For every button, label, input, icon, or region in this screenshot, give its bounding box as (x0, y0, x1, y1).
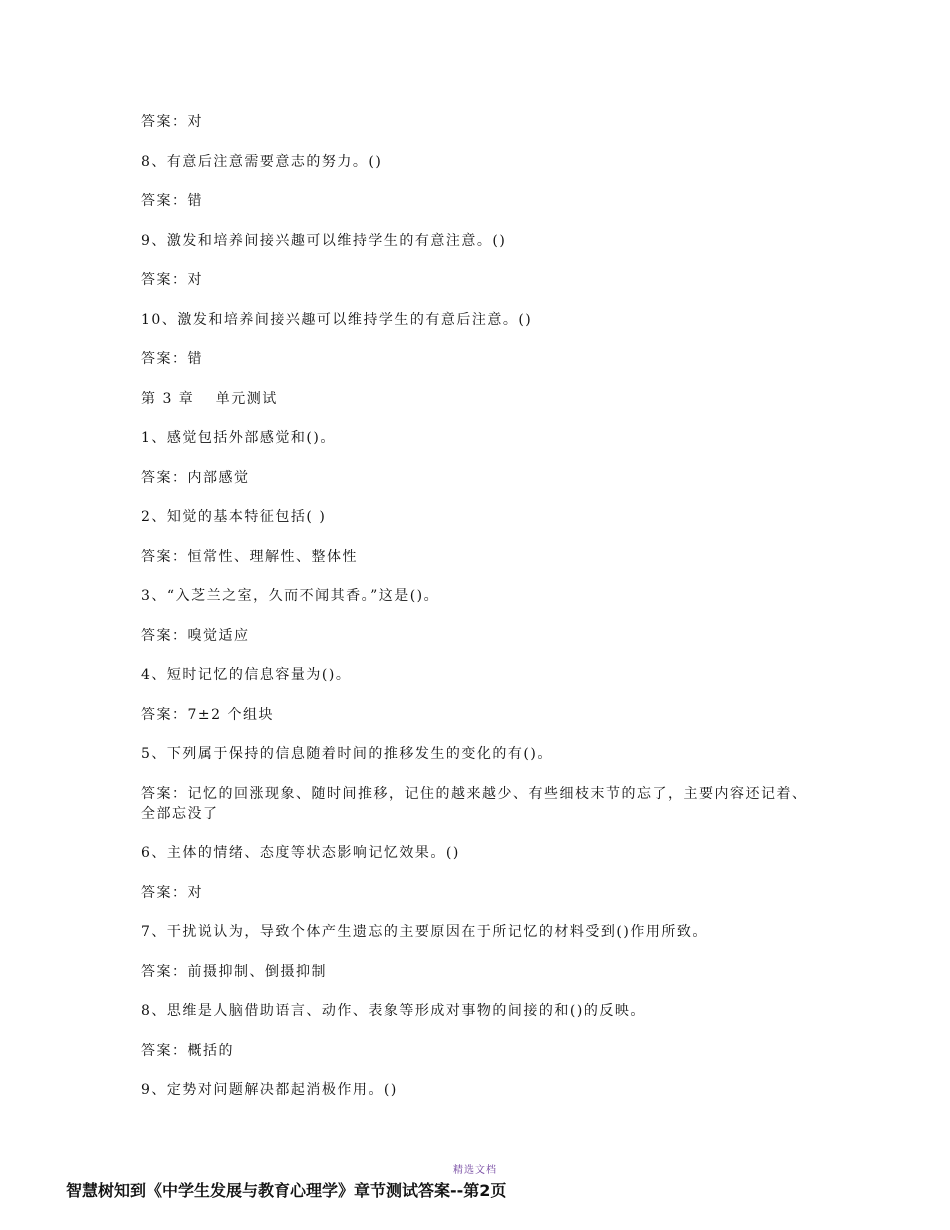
answer-line: 答案：7±2 个组块 (141, 706, 274, 723)
question-line: 9、激发和培养间接兴趣可以维持学生的有意注意。() (141, 232, 507, 249)
answer-line: 答案：内部感觉 (141, 469, 250, 486)
answer-line: 答案：恒常性、理解性、整体性 (141, 548, 358, 565)
answer-line: 答案：概括的 (141, 1042, 234, 1059)
question-line: 2、知觉的基本特征包括( ) (141, 509, 327, 525)
footer-note: 精选文档 (453, 1165, 497, 1176)
question-line: 1、感觉包括外部感觉和()。 (141, 430, 336, 446)
answer-line: 答案：错 (141, 351, 203, 367)
answer-line: 答案：对 (141, 114, 203, 130)
answer-line: 答案：前摄抑制、倒摄抑制 (141, 963, 327, 980)
footer-title: 智慧树知到《中学生发展与教育心理学》章节测试答案--第2页 (66, 1181, 507, 1200)
answer-line: 答案：错 (141, 193, 203, 209)
answer-line: 答案：嗅觉适应 (141, 627, 250, 644)
answer-line: 答案：对 (141, 272, 203, 288)
question-line: 3、“入芝兰之室，久而不闻其香。”这是()。 (141, 588, 440, 604)
question-line: 4、短时记忆的信息容量为()。 (141, 667, 352, 683)
question-line: 5、下列属于保持的信息随着时间的推移发生的变化的有()。 (141, 746, 553, 762)
question-line: 8、有意后注意需要意志的努力。() (141, 153, 383, 170)
chapter-heading: 第 3 章 单元测试 (141, 390, 278, 407)
question-line: 9、定势对问题解决都起消极作用。() (141, 1082, 398, 1098)
question-line: 8、思维是人脑借助语言、动作、表象等形成对事物的间接的和()的反映。 (141, 1003, 646, 1019)
question-line: 6、主体的情绪、态度等状态影响记忆效果。() (141, 845, 460, 861)
answer-line: 答案：对 (141, 884, 203, 901)
document-body (141, 112, 821, 1120)
question-line: 7、干扰说认为，导致个体产生遗忘的主要原因在于所记忆的材料受到()作用所致。 (141, 924, 708, 940)
question-line: 10、激发和培养间接兴趣可以维持学生的有意后注意。() (141, 311, 533, 328)
answer-line: 答案：记忆的回涨现象、随时间推移，记住的越来越少、有些细枝末节的忘了，主要内容还记着、全部忘没了 (141, 785, 808, 822)
